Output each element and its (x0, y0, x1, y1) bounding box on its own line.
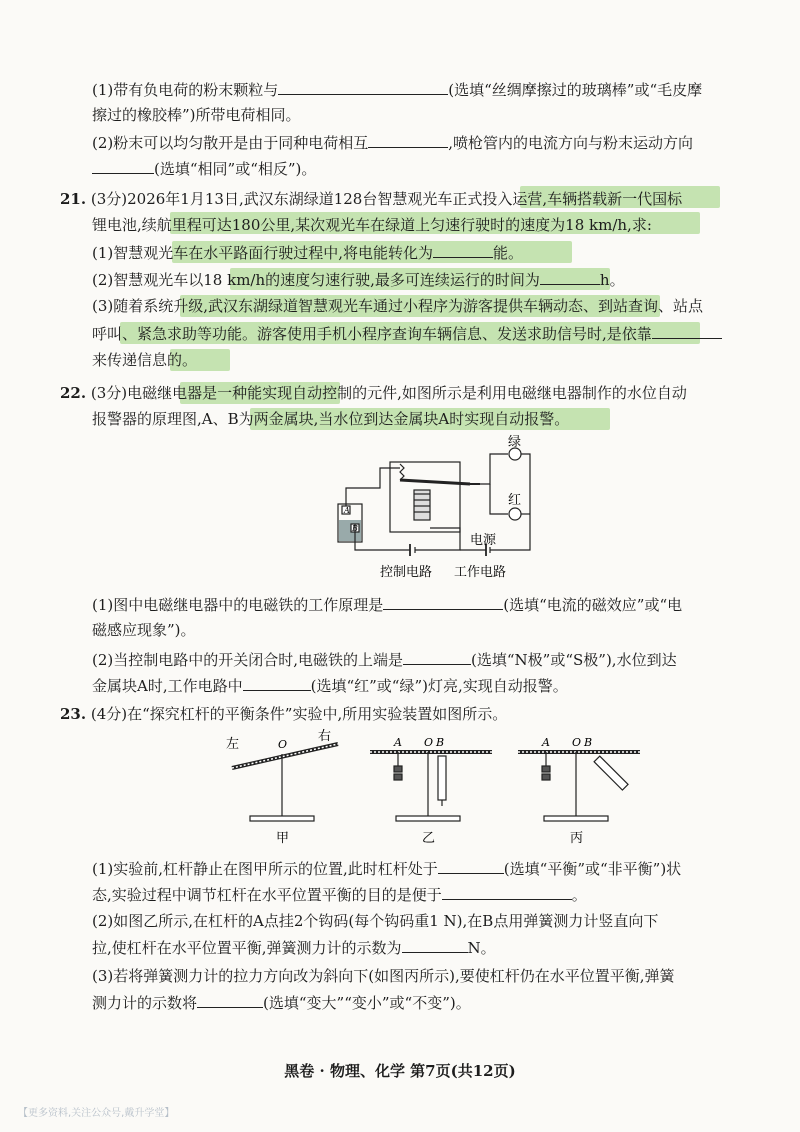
q21-stem2: 锂电池,续航里程可达180公里,某次观光车在绿道上匀速行驶时的速度为18 km/h,求: (92, 216, 652, 234)
question-number: 23. (60, 705, 87, 723)
answer-blank[interactable] (540, 268, 600, 285)
q20-part2-text: (2)粉末可以均匀散开是由于同种电荷相互 (92, 134, 369, 152)
answer-blank[interactable] (243, 674, 311, 691)
q23-part1-text2: 态,实验过程中调节杠杆在水平位置平衡的目的是便于 (92, 886, 442, 904)
figure-yi-label: 乙 (422, 831, 436, 846)
figure-bing-label: 丙 (570, 831, 584, 846)
answer-blank[interactable] (197, 991, 263, 1008)
q22-part1-line1 (92, 593, 682, 616)
q20-part2-option: (选填“相同”或“相反”)。 (154, 160, 317, 178)
q21-part2-text: (2)智慧观光车以18 km/h的速度匀速行驶,最多可连续运行的时间为 (92, 271, 540, 289)
point-b-label: B (436, 736, 445, 749)
q23-line1 (60, 703, 507, 725)
spring-scale-angled (594, 756, 628, 790)
answer-blank[interactable] (433, 241, 493, 258)
figure-jia-label: 甲 (276, 831, 290, 846)
q22-line2 (92, 408, 569, 430)
red-lamp (509, 508, 521, 520)
q22-stem2: 报警器的原理图,A、B为两金属块,当水位到达金属块A时实现自动报警。 (92, 410, 570, 428)
q20-part2-line1 (92, 131, 693, 154)
q23-stem: (4分)在“探究杠杆的平衡条件”实验中,所用实验装置如图所示。 (90, 705, 508, 723)
q22-part1-option: (选填“电流的磁效应”或“电 (503, 596, 683, 614)
q21-part3-text2: 呼叫、紧急求助等功能。游客使用手机小程序查询车辆信息、发送求助信号时,是依靠 (92, 325, 652, 343)
q23-part2-line1 (92, 910, 658, 932)
q23-part3-text2: 测力计的示数将 (92, 994, 198, 1012)
lever-jia (232, 744, 338, 821)
q21-part2-tail: h。 (599, 271, 625, 289)
page-footer: 黑卷 · 物理、化学 第7页(共12页) (284, 1062, 516, 1080)
answer-blank[interactable] (442, 883, 572, 900)
left-label: 左 (226, 737, 240, 752)
q23-part2-text2: 拉,使杠杆在水平位置平衡,弹簧测力计的示数为 (92, 939, 402, 957)
answer-blank[interactable] (438, 857, 504, 874)
q23-part3-line2 (92, 991, 471, 1014)
q21-part3-line3 (92, 349, 197, 371)
block-b-label: B (352, 524, 358, 533)
q21-line2 (92, 214, 652, 236)
q23-part2-unit: N。 (467, 939, 496, 957)
relay-circuit-figure (320, 432, 540, 582)
answer-blank[interactable] (383, 593, 503, 610)
q21-part2 (92, 268, 625, 291)
red-label: 红 (508, 493, 522, 508)
point-b-label: B (584, 736, 593, 749)
green-label: 绿 (508, 435, 522, 450)
q20-part1-text: (1)带有负电荷的粉末颗粒与 (92, 81, 279, 99)
q22-part2-tail: (选填“红”或“绿”)灯亮,实现自动报警。 (310, 677, 568, 695)
q21-part3-tail: 来传递信息的。 (92, 351, 198, 369)
q21-stem: (3分)2026年1月13日,武汉东湖绿道128台智慧观光车正式投入运营,车辆搭载新一代国标 (90, 190, 683, 208)
answer-blank[interactable] (368, 131, 448, 148)
block-a-label: A (344, 506, 350, 515)
hook-weight (394, 774, 402, 780)
q21-part1 (92, 241, 523, 264)
pivot-o-label: O (572, 736, 582, 749)
lever-yi (370, 752, 492, 821)
q23-part3-text: (3)若将弹簧测力计的拉力方向改为斜向下(如图丙所示),要使杠杆仍在水平位置平衡,弹簧 (92, 967, 675, 985)
q20-part2-line2 (92, 157, 316, 180)
q22-part1-line2 (92, 619, 196, 641)
q23-part1-option: (选填“平衡”或“非平衡”)状 (503, 860, 682, 878)
q22-part1-text: (1)图中电磁继电器中的电磁铁的工作原理是 (92, 596, 384, 614)
point-a-label: A (542, 736, 550, 749)
footnote: 【更多资料,关注公众号,戴升学堂】 (18, 1108, 175, 1119)
q20-part1-line1 (92, 78, 702, 101)
answer-blank[interactable] (652, 322, 722, 339)
power-label: 电源 (470, 533, 497, 548)
point-a-label: A (394, 736, 402, 749)
q21-line1 (60, 188, 682, 210)
q23-part3-line1 (92, 965, 675, 987)
q20-part2-text2: ,喷枪管内的电流方向与粉末运动方向 (448, 134, 694, 152)
work-circuit-label: 工作电路 (454, 565, 507, 580)
q22-part2-option: (选填“N极”或“S极”),水位到达 (471, 651, 677, 669)
q23-part1-tail: 。 (571, 886, 587, 904)
hook-weight (542, 766, 550, 772)
lever-figures (220, 726, 650, 848)
q22-part2-line1 (92, 648, 677, 671)
question-number: 22. (60, 384, 87, 402)
q23-part1-line2 (92, 883, 587, 906)
q23-part1-line1 (92, 857, 681, 880)
q21-part3-line2 (92, 322, 722, 345)
q22-part1-tail: 磁感应现象”)。 (92, 621, 196, 639)
answer-blank[interactable] (92, 157, 154, 174)
q21-part1-text: (1)智慧观光车在水平路面行驶过程中,将电能转化为 (92, 244, 434, 262)
q21-part3-text: (3)随着系统升级,武汉东湖绿道智慧观光车通过小程序为游客提供车辆动态、到站查询、站点 (92, 297, 704, 315)
q23-part2-text: (2)如图乙所示,在杠杆的A点挂2个钩码(每个钩码重1 N),在B点用弹簧测力计竖直向下 (92, 912, 659, 930)
spring-scale (438, 756, 446, 800)
answer-blank[interactable] (403, 648, 471, 665)
lever-bing (518, 752, 640, 821)
q20-part1-line2 (92, 104, 301, 126)
q20-part1-tail: 擦过的橡胶棒”)所带电荷相同。 (92, 106, 301, 124)
q21-part1-tail: 能。 (493, 244, 524, 262)
q22-part2-text2: 金属块A时,工作电路中 (92, 677, 243, 695)
q23-part2-line2 (92, 936, 496, 959)
pivot-o-label: O (278, 738, 288, 751)
q21-part3-line1 (92, 295, 703, 317)
control-circuit-label: 控制电路 (380, 565, 433, 580)
pivot-o-label: O (424, 736, 434, 749)
q22-stem: (3分)电磁继电器是一种能实现自动控制的元件,如图所示是利用电磁继电器制作的水位自动 (90, 384, 687, 402)
q22-part2-text: (2)当控制电路中的开关闭合时,电磁铁的上端是 (92, 651, 404, 669)
right-label: 右 (318, 729, 332, 744)
hook-weight (542, 774, 550, 780)
q20-part1-option: (选填“丝绸摩擦过的玻璃棒”或“毛皮摩 (448, 81, 703, 99)
hook-weight (394, 766, 402, 772)
answer-blank[interactable] (278, 78, 448, 95)
q23-part3-option: (选填“变大”“变小”或“不变”)。 (263, 994, 471, 1012)
answer-blank[interactable] (402, 936, 468, 953)
q23-part1-text: (1)实验前,杠杆静止在图甲所示的位置,此时杠杆处于 (92, 860, 438, 878)
q22-part2-line2 (92, 674, 568, 697)
question-number: 21. (60, 190, 87, 208)
q22-line1 (60, 382, 687, 404)
